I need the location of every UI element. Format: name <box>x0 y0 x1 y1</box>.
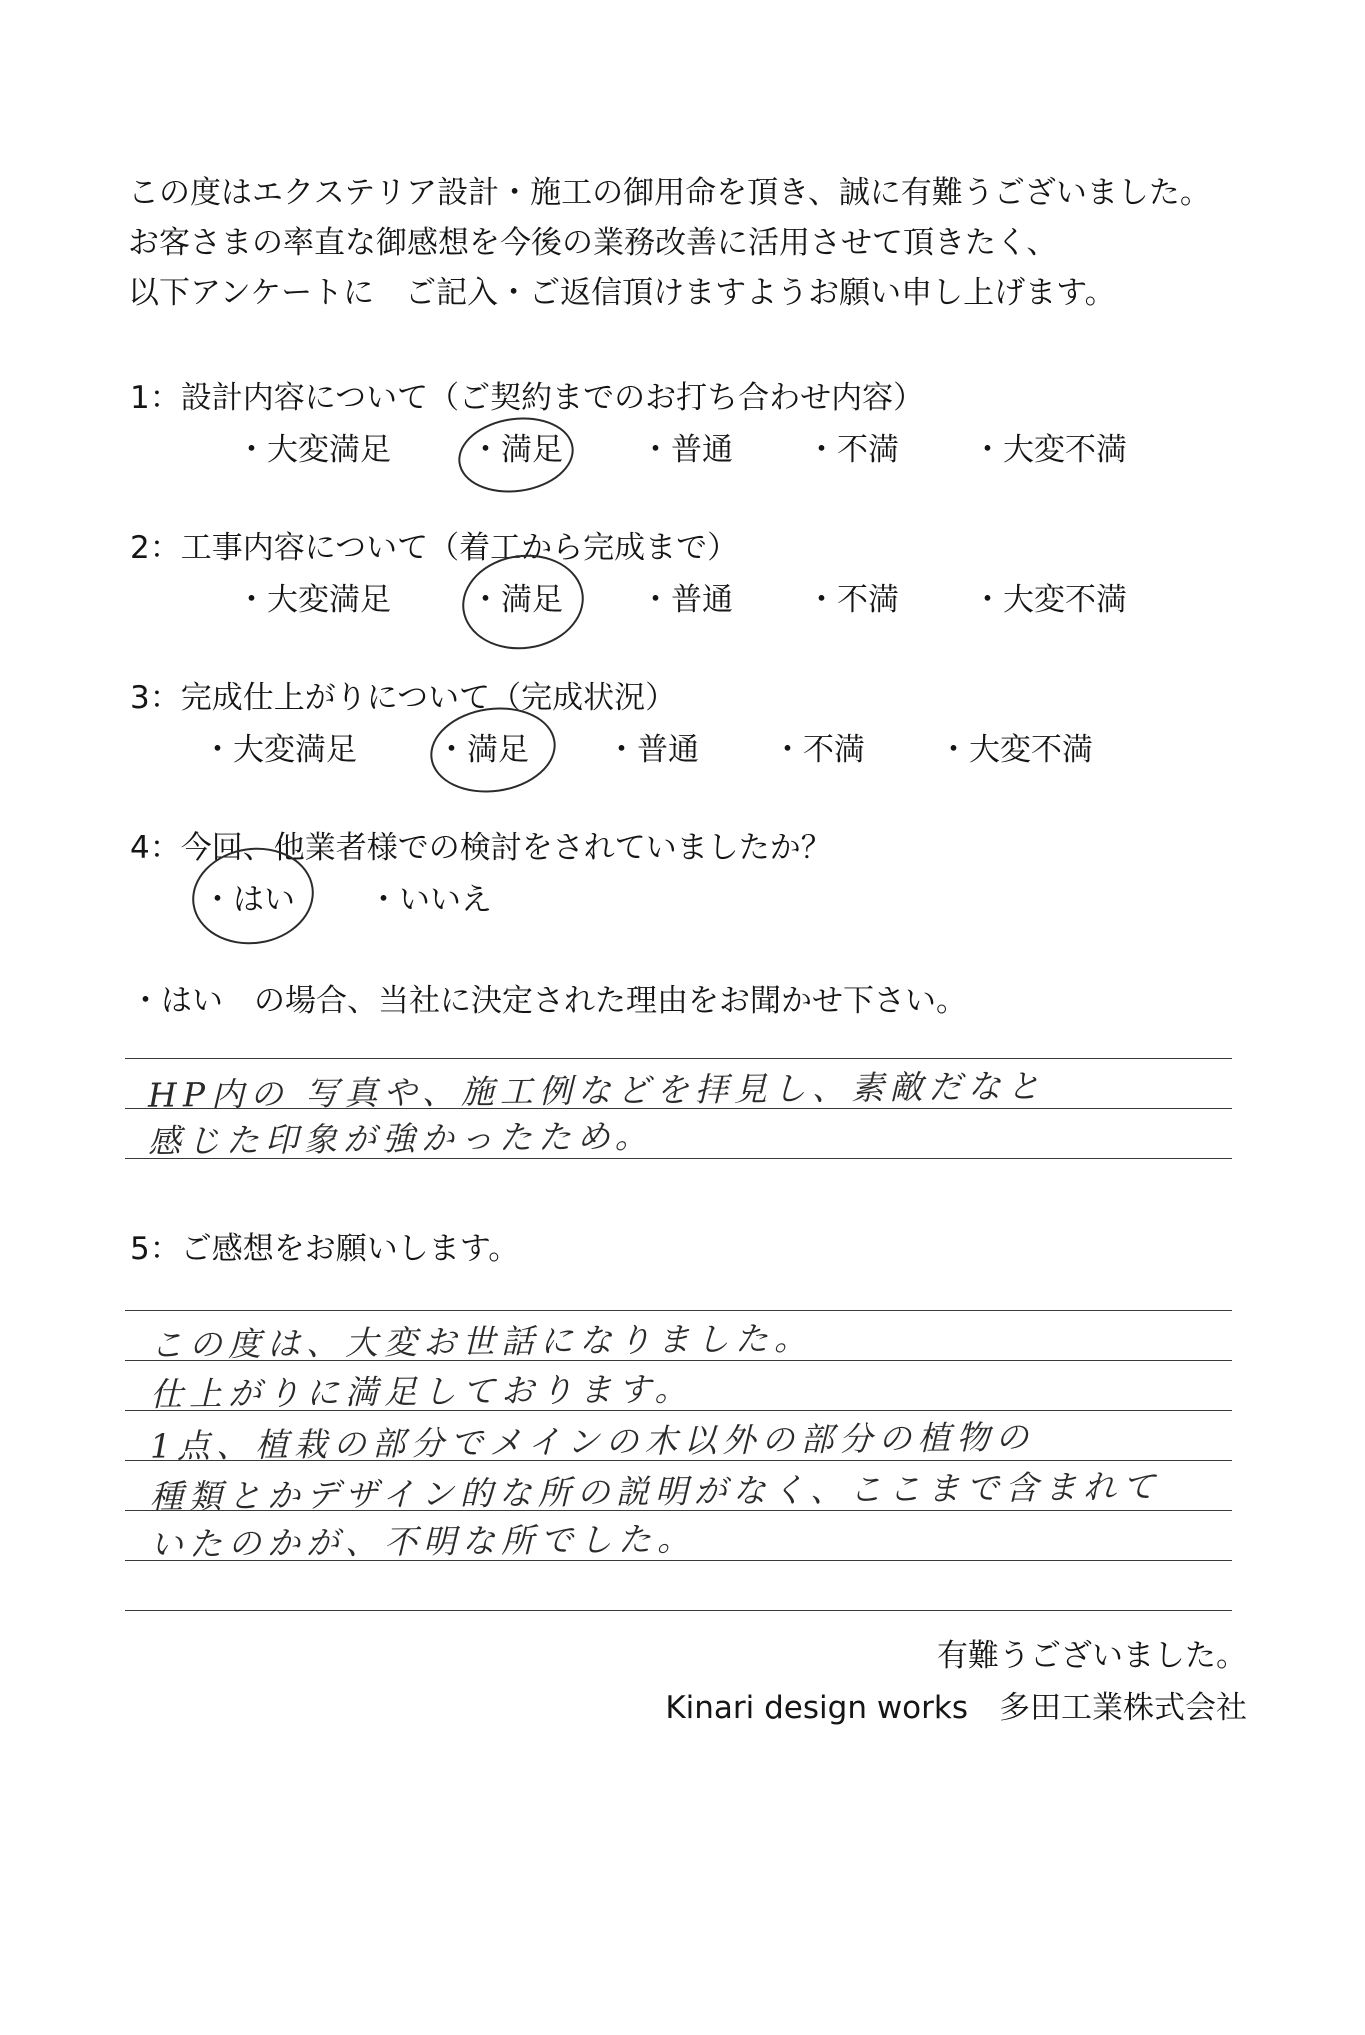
impressions-line-2: 仕上がりに満足しております。 <box>149 1369 694 1414</box>
impressions-prompt: 5：ご感想をお願いします。 <box>130 1231 520 1267</box>
impressions-rule-3 <box>125 1410 1232 1411</box>
impressions-line-5: いたのかが、不明な所でした。 <box>149 1519 697 1564</box>
question-3-label: 3：完成仕上がりについて（完成状況） <box>130 680 677 716</box>
q2-option-very-dissatisfied[interactable]: ・大変不満 <box>972 582 1127 618</box>
q4-option-yes[interactable]: ・はい <box>202 882 295 918</box>
intro-line-3: 以下アンケートに ご記入・ご返信頂けますようお願い申し上げます。 <box>128 275 1116 311</box>
q1-option-very-satisfied[interactable]: ・大変満足 <box>236 432 391 468</box>
q1-option-satisfied[interactable]: ・満足 <box>470 432 563 468</box>
reason-prompt: ・はい の場合、当社に決定された理由をお聞かせ下さい。 <box>130 983 967 1019</box>
q2-option-satisfied[interactable]: ・満足 <box>470 582 563 618</box>
intro-line-1: この度はエクステリア設計・施工の御用命を頂き、誠に有難うございました。 <box>128 175 1211 211</box>
q3-option-satisfied[interactable]: ・満足 <box>436 732 529 768</box>
question-4-label: 4：今回、他業者様での検討をされていましたか？ <box>130 830 832 866</box>
q2-option-very-satisfied[interactable]: ・大変満足 <box>236 582 391 618</box>
intro-paragraph <box>128 168 1211 318</box>
q2-option-dissatisfied[interactable]: ・不満 <box>806 582 899 618</box>
question-2-label: 2：工事内容について（着工から完成まで） <box>130 530 739 566</box>
q3-option-dissatisfied[interactable]: ・不満 <box>772 732 865 768</box>
q4-option-no[interactable]: ・いいえ <box>368 882 492 918</box>
impressions-line-1: この度は、大変お世話になりました。 <box>149 1318 814 1365</box>
reason-rule-3 <box>125 1158 1232 1159</box>
question-1-label: 1：設計内容について（ご契約までのお打ち合わせ内容） <box>130 380 925 416</box>
impressions-rule-6 <box>125 1560 1232 1561</box>
intro-line-2: お客さまの率直な御感想を今後の業務改善に活用させて頂きたく、 <box>128 225 1058 261</box>
impressions-rule-1 <box>125 1310 1232 1311</box>
q1-option-dissatisfied[interactable]: ・不満 <box>806 432 899 468</box>
q3-option-very-satisfied[interactable]: ・大変満足 <box>202 732 357 768</box>
company-signature: Kinari design works 多田工業株式会社 <box>665 1690 1247 1726</box>
impressions-rule-7 <box>125 1610 1232 1611</box>
reason-answer-line-1: HP内の 写真や、施工例などを拝見し、素敵だなと <box>147 1066 1047 1115</box>
impressions-line-4: 種類とかデザイン的な所の説明がなく、ここまで含まれて <box>149 1466 1162 1517</box>
closing-thanks: 有難うございました。 <box>937 1638 1247 1674</box>
reason-rule-1 <box>125 1058 1232 1059</box>
q3-option-very-dissatisfied[interactable]: ・大変不満 <box>938 732 1093 768</box>
q1-option-very-dissatisfied[interactable]: ・大変不満 <box>972 432 1127 468</box>
reason-rule-2 <box>125 1108 1232 1109</box>
q3-option-normal[interactable]: ・普通 <box>606 732 699 768</box>
q1-option-normal[interactable]: ・普通 <box>640 432 733 468</box>
impressions-rule-2 <box>125 1360 1232 1361</box>
impressions-line-3: 1点、植栽の部分でメインの木以外の部分の植物の <box>149 1417 1035 1466</box>
q2-option-normal[interactable]: ・普通 <box>640 582 733 618</box>
reason-answer-line-2: 感じた印象が強かったため。 <box>147 1116 654 1161</box>
impressions-rule-5 <box>125 1510 1232 1511</box>
